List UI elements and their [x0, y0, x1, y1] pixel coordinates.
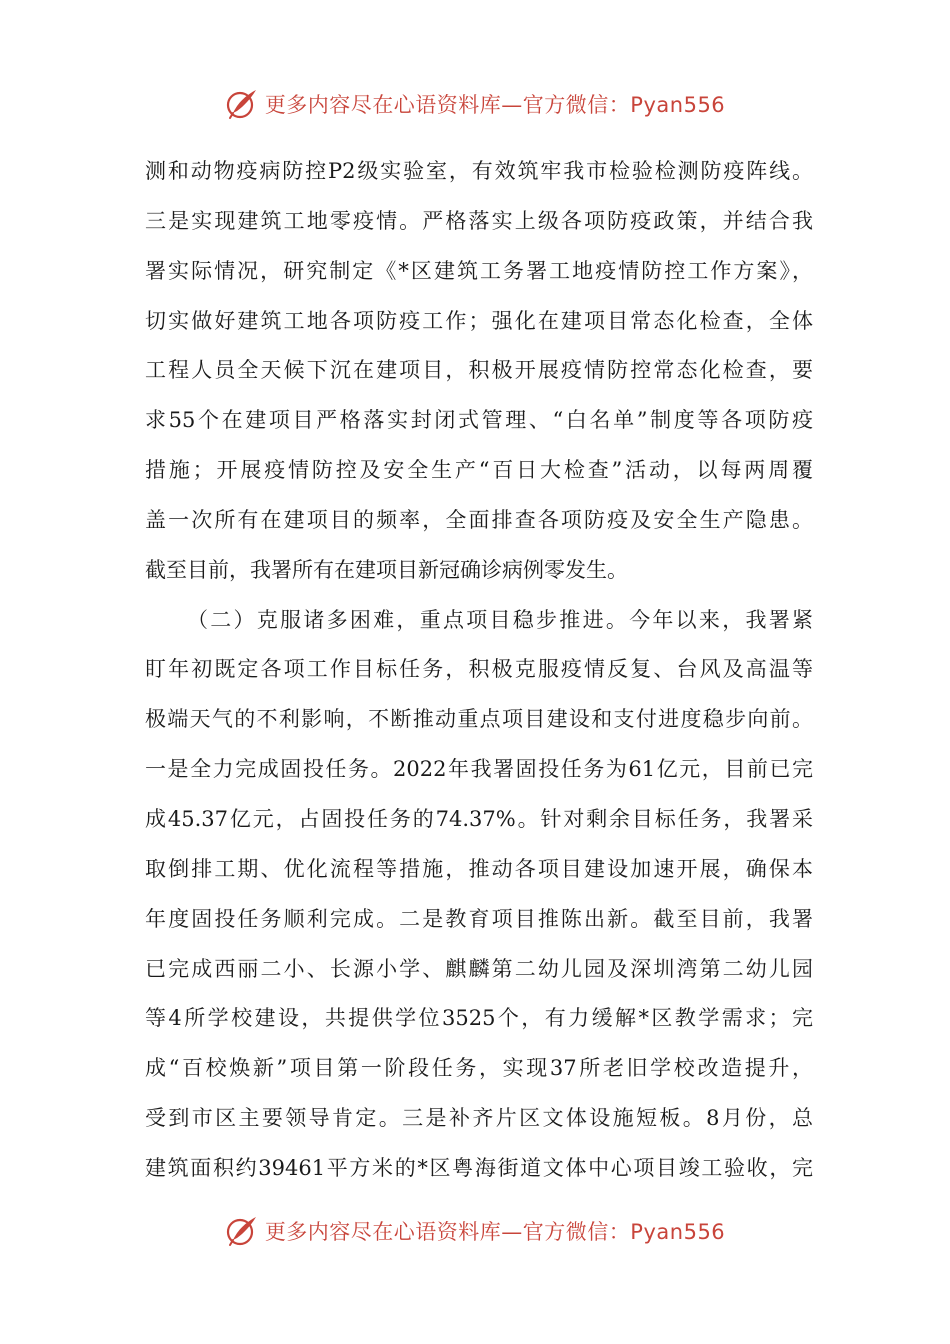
- text-line: 受到市区主要领导肯定。三是补齐片区文体设施短板。8月份，总: [145, 1106, 813, 1131]
- text-line: 测和动物疫病防控P2级实验室，有效筑牢我市检验检测防疫阵线。: [145, 159, 813, 183]
- watermark-header: [0, 84, 950, 124]
- text-line-paragraph-start: （二）克服诸多困难，重点项目稳步推进。今年以来，我署紧: [187, 607, 813, 632]
- watermark-text: 更多内容尽在心语资料库—官方微信：Pyan556: [264, 1220, 726, 1244]
- text-line: 成45.37亿元，占固投任务的74.37%。针对剩余目标任务，我署采: [145, 806, 813, 831]
- text-line: 取倒排工期、优化流程等措施，推动各项目建设加速开展，确保本: [145, 856, 813, 881]
- text-line: 建筑面积约39461平方米的*区粤海街道文体中心项目竣工验收，完: [145, 1155, 813, 1180]
- text-line: 署实际情况，研究制定《*区建筑工务署工地疫情防控工作方案》，: [145, 258, 813, 283]
- quill-logo-icon: [225, 87, 259, 121]
- text-line: 三是实现建筑工地零疫情。严格落实上级各项防疫政策，并结合我: [145, 208, 813, 233]
- text-line: 等4所学校建设，共提供学位3525个，有力缓解*区教学需求；完: [145, 1006, 813, 1031]
- text-line: 极端天气的不利影响，不断推动重点项目建设和支付进度稳步向前。: [145, 707, 813, 732]
- quill-logo-icon: [225, 1214, 259, 1248]
- text-line: 已完成西丽二小、长源小学、麒麟第二幼儿园及深圳湾第二幼儿园: [145, 956, 813, 981]
- text-line: 措施；开展疫情防控及安全生产“百日大检查”活动，以每两周覆: [145, 458, 813, 483]
- text-line: 成“百校焕新”项目第一阶段任务，实现37所老旧学校改造提升，: [145, 1056, 813, 1081]
- text-line: 一是全力完成固投任务。2022年我署固投任务为61亿元，目前已完: [145, 757, 813, 782]
- text-line: 年度固投任务顺利完成。二是教育项目推陈出新。截至目前，我署: [145, 906, 813, 931]
- watermark-text: 更多内容尽在心语资料库—官方微信：Pyan556: [264, 93, 726, 117]
- text-line: 盖一次所有在建项目的频率，全面排查各项防疫及安全生产隐患。: [145, 507, 813, 532]
- text-line: 求55个在建项目严格落实封闭式管理、“白名单”制度等各项防疫: [145, 408, 813, 433]
- document-body: [145, 147, 813, 1194]
- text-line: 盯年初既定各项工作目标任务，积极克服疫情反复、台风及高温等: [145, 657, 813, 682]
- text-line: 切实做好建筑工地各项防疫工作；强化在建项目常态化检查，全体: [145, 308, 813, 333]
- text-line: 工程人员全天候下沉在建项目，积极开展疫情防控常态化检查，要: [145, 358, 813, 383]
- watermark-footer: [0, 1211, 950, 1251]
- text-line-paragraph-end: 截至目前，我署所有在建项目新冠确诊病例零发生。: [145, 557, 628, 582]
